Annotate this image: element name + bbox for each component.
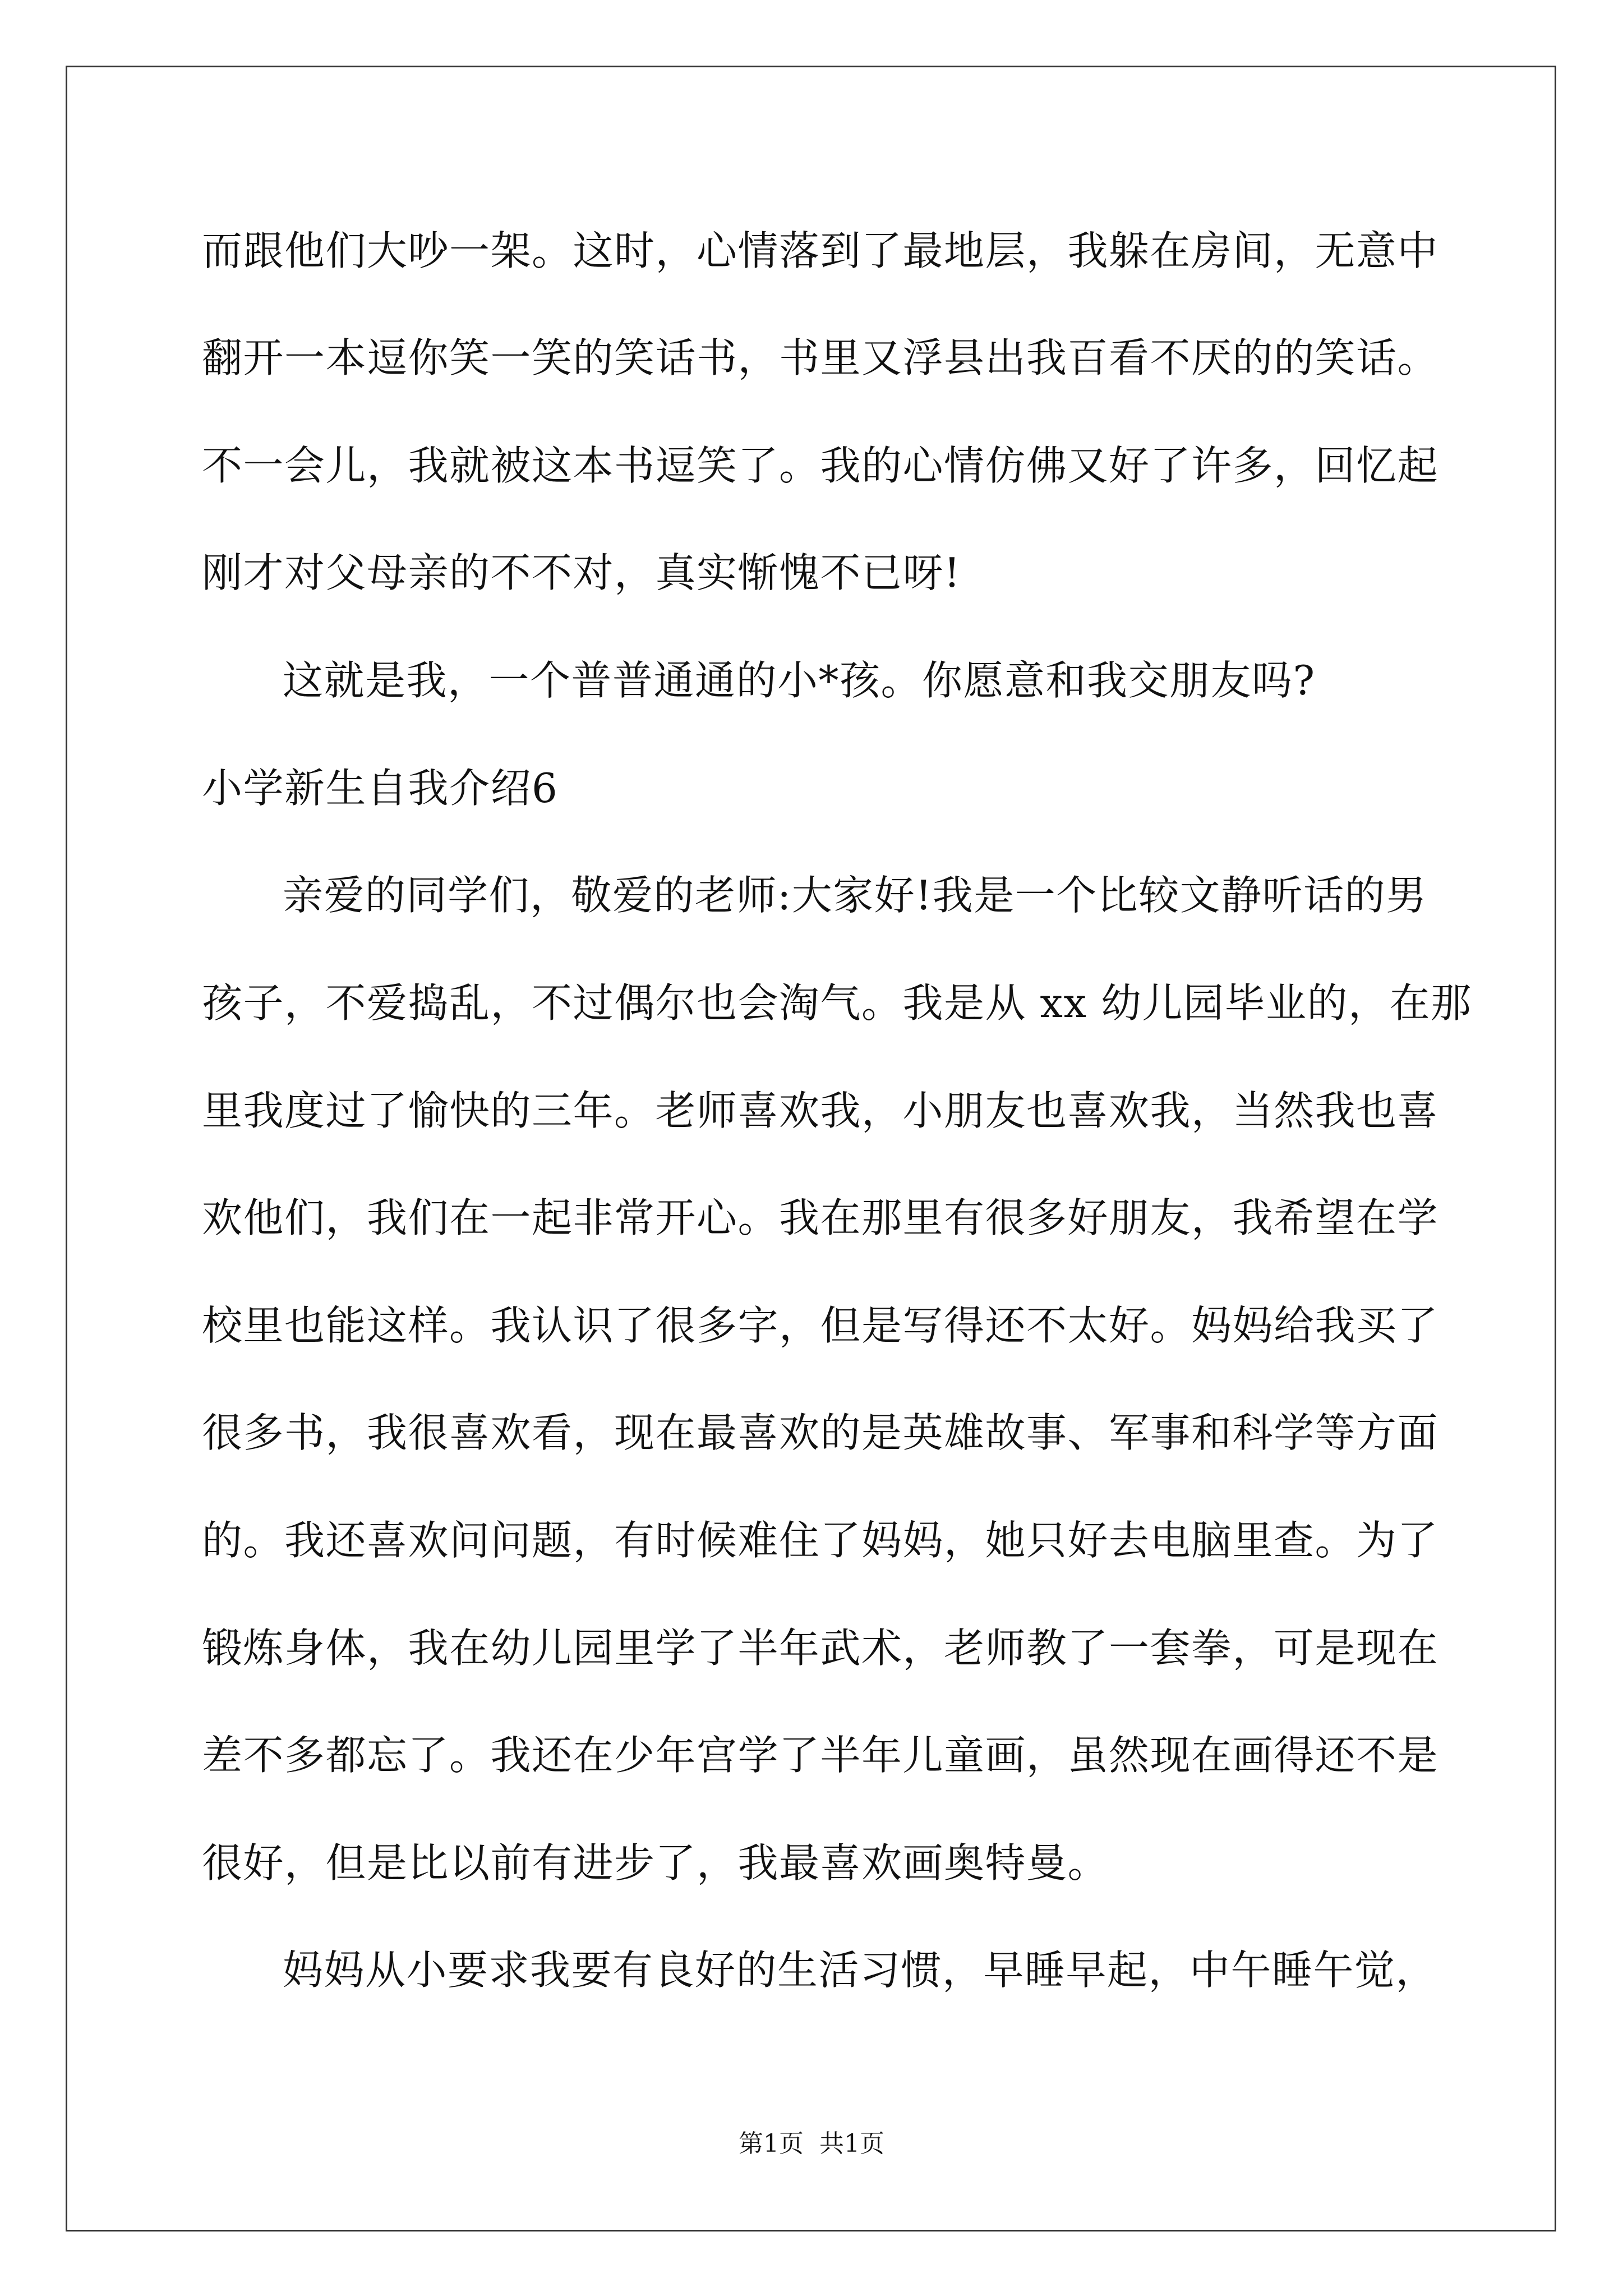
text-line: 不一会儿，我就被这本书逗笑了。我的心情仿佛又好了许多，回忆起 — [202, 442, 1439, 489]
text-line: 差不多都忘了。我还在少年宫学了半年儿童画，虽然现在画得还不是 — [202, 1732, 1439, 1779]
text-line: 亲爱的同学们，敬爱的老师:大家好!我是一个比较文静听话的男 — [283, 872, 1427, 919]
text-line: 刚才对父母亲的不不对，真实惭愧不已呀! — [202, 549, 961, 596]
text-line: 这就是我，一个普普通通的小*孩。你愿意和我交朋友吗? — [283, 657, 1316, 704]
text-line: 妈妈从小要求我要有良好的生活习惯，早睡早起，中午睡午觉， — [283, 1947, 1437, 1994]
text-line: 而跟他们大吵一架。这时，心情落到了最地层，我躲在房间，无意中 — [202, 227, 1439, 274]
text-line: 锻炼身体，我在幼儿园里学了半年武术，老师教了一套拳，可是现在 — [202, 1625, 1439, 1672]
text-line: 孩子，不爱捣乱，不过偶尔也会淘气。我是从 xx 幼儿园毕业的，在那 — [202, 979, 1472, 1027]
text-line: 里我度过了愉快的三年。老师喜欢我，小朋友也喜欢我，当然我也喜 — [202, 1087, 1439, 1134]
text-line: 翻开一本逗你笑一笑的笑话书，书里又浮县出我百看不厌的的笑话。 — [202, 334, 1439, 381]
page-border — [66, 66, 1556, 2231]
text-line: 校里也能这样。我认识了很多字，但是写得还不太好。妈妈给我买了 — [202, 1302, 1439, 1349]
page-footer: 第1页 共1页 — [739, 2129, 884, 2158]
text-line: 很好，但是比以前有进步了，我最喜欢画奥特曼。 — [202, 1839, 1109, 1887]
section-heading: 小学新生自我介绍6 — [202, 765, 559, 812]
text-line: 很多书，我很喜欢看，现在最喜欢的是英雄故事、军事和科学等方面 — [202, 1409, 1439, 1456]
text-line: 欢他们，我们在一起非常开心。我在那里有很多好朋友，我希望在学 — [202, 1194, 1439, 1241]
text-line: 的。我还喜欢问问题，有时候难住了妈妈，她只好去电脑里查。为了 — [202, 1517, 1439, 1564]
